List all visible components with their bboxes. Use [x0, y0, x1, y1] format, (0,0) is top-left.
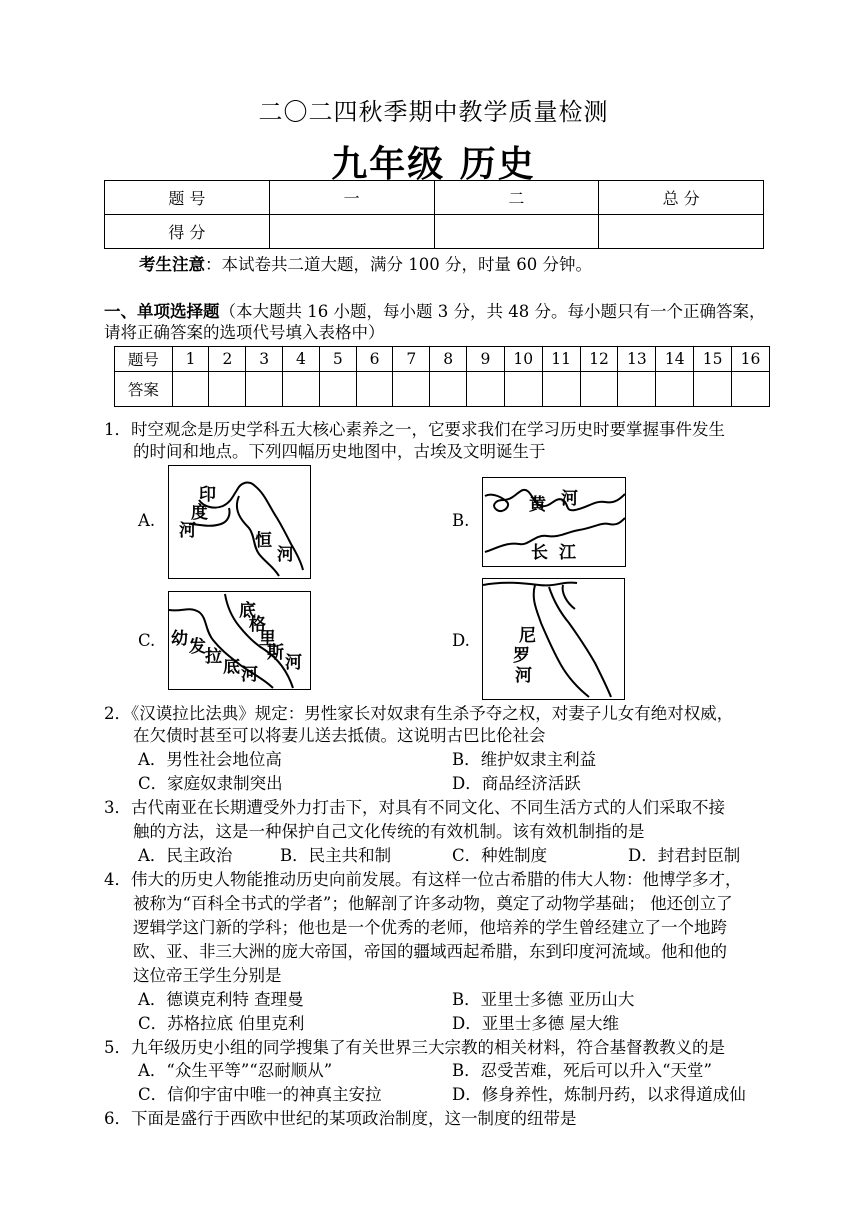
score-header-cell: 二: [434, 181, 599, 215]
q1-stem-2: 的时间和地点。下列四幅历史地图中，古埃及文明诞生于: [133, 442, 546, 461]
exam-subtitle: 二〇二四秋季期中教学质量检测: [258, 98, 609, 126]
answer-row-label: 题号: [115, 347, 173, 372]
map-c-label: 发: [189, 637, 206, 657]
map-b-label: 河: [561, 489, 578, 509]
map-c-label: 斯: [267, 643, 284, 663]
map-d-label: 尼: [519, 626, 536, 646]
question-number-cell: 7: [393, 347, 430, 372]
answer-cell[interactable]: [319, 372, 356, 407]
answer-cell[interactable]: [172, 372, 209, 407]
answer-cell[interactable]: [618, 372, 656, 407]
q4-option-c[interactable]: C．苏格拉底 伯里克利: [138, 1014, 305, 1033]
question-number-cell: 1: [172, 347, 209, 372]
question-number-cell: 12: [580, 347, 618, 372]
map-c-label: 底: [223, 657, 240, 677]
q4-stem-4: 欧、亚、非三大洲的庞大帝国，帝国的疆域西起希腊，东到印度河流域。他和他的: [133, 942, 727, 961]
q5-option-d[interactable]: D．修身养性，炼制丹药，以求得道成仙: [452, 1085, 746, 1104]
map-c-label: 河: [285, 653, 302, 673]
q1-option-c-label[interactable]: C.: [138, 631, 156, 650]
map-a-label: 印: [199, 485, 216, 505]
answer-cell[interactable]: [694, 372, 732, 407]
notice-text: ：本试卷共二道大题，满分 100 分，时量 60 分钟。: [205, 255, 592, 274]
score-input-cell[interactable]: [269, 215, 434, 249]
score-header-cell: 总 分: [599, 181, 764, 215]
section1-heading: 一、单项选择题: [104, 302, 220, 321]
q2-stem-1: 2．《汉谟拉比法典》规定：男性家长对奴隶有生杀予夺之权，对妻子儿女有绝对权威，: [104, 704, 734, 723]
q5-option-b[interactable]: B．忍受苦难，死后可以升入“天堂”: [452, 1061, 712, 1080]
q6-stem-1: 6．下面是盛行于西欧中世纪的某项政治制度，这一制度的纽带是: [104, 1109, 577, 1128]
map-d-rivers: [483, 579, 624, 699]
question-number-cell: 8: [430, 347, 467, 372]
score-input-cell[interactable]: [434, 215, 599, 249]
q4-option-d[interactable]: D．亚里士多德 屋大维: [452, 1014, 619, 1033]
q4-option-b[interactable]: B．亚里士多德 亚历山大: [452, 990, 635, 1009]
q4-stem-2: 被称为“百科全书式的学者”；他解剖了许多动物，奠定了动物学基础； 他还创立了: [133, 894, 733, 913]
q3-option-b[interactable]: B．民主共和制: [280, 846, 392, 865]
q4-option-a[interactable]: A．德谟克利特 查理曼: [138, 990, 304, 1009]
question-number-cell: 14: [656, 347, 694, 372]
q2-option-c[interactable]: C．家庭奴隶制突出: [138, 774, 283, 793]
question-number-cell: 16: [732, 347, 770, 372]
question-number-cell: 15: [694, 347, 732, 372]
answer-cell[interactable]: [467, 372, 505, 407]
answer-cell[interactable]: [430, 372, 467, 407]
question-number-cell: 5: [319, 347, 356, 372]
map-b-yellow-yangtze[interactable]: [482, 477, 626, 567]
question-number-cell: 2: [209, 347, 246, 372]
score-table: [104, 180, 764, 249]
q5-option-a[interactable]: A．“众生平等”“忍耐顺从”: [138, 1061, 333, 1080]
q2-option-a[interactable]: A．男性社会地位高: [138, 750, 282, 769]
map-c-label: 河: [241, 665, 258, 685]
q2-stem-2: 在欠债时甚至可以将妻儿送去抵债。这说明古巴比伦社会: [133, 726, 546, 745]
q2-option-b[interactable]: B．维护奴隶主利益: [452, 750, 597, 769]
map-d-label: 河: [515, 666, 532, 686]
q4-stem-5: 这位帝王学生分别是: [133, 966, 282, 985]
answer-cell[interactable]: [542, 372, 580, 407]
map-a-label: 河: [277, 545, 294, 565]
answer-cell[interactable]: [356, 372, 393, 407]
score-input-cell[interactable]: [599, 215, 764, 249]
map-c-label: 拉: [205, 647, 222, 667]
answer-cell[interactable]: [732, 372, 770, 407]
question-number-cell: 13: [618, 347, 656, 372]
q2-option-d[interactable]: D．商品经济活跃: [452, 774, 581, 793]
map-b-rivers: [483, 478, 625, 566]
map-a-label: 河: [179, 521, 196, 541]
answer-cell[interactable]: [393, 372, 430, 407]
answer-cell[interactable]: [580, 372, 618, 407]
q3-option-c[interactable]: C．种姓制度: [452, 846, 548, 865]
question-number-cell: 9: [467, 347, 505, 372]
q5-stem-1: 5．九年级历史小组的同学搜集了有关世界三大宗教的相关材料，符合基督教教义的是: [104, 1038, 725, 1057]
score-header-cell: 题 号: [105, 181, 270, 215]
notice-label: 考生注意: [139, 255, 205, 274]
exam-title: 九年级 历史: [331, 143, 536, 185]
q1-option-b-label[interactable]: B.: [452, 511, 470, 530]
map-c-mesopotamia[interactable]: [168, 591, 311, 690]
map-b-label: 黄: [529, 495, 546, 515]
map-d-nile[interactable]: [482, 578, 625, 700]
q3-option-d[interactable]: D．封君封臣制: [628, 846, 741, 865]
map-b-label: 长: [531, 543, 548, 563]
map-c-label: 幼: [171, 629, 188, 649]
map-a-label: 恒: [255, 531, 272, 551]
section1-desc-2: 请将正确答案的选项代号填入表格中）: [104, 323, 385, 342]
question-number-cell: 6: [356, 347, 393, 372]
answer-row-label: 答案: [115, 372, 173, 407]
answer-cell[interactable]: [504, 372, 542, 407]
map-c-label: 底: [239, 601, 256, 621]
question-number-cell: 4: [283, 347, 320, 372]
map-c-label: 格: [249, 615, 266, 635]
answer-cell[interactable]: [209, 372, 246, 407]
question-number-cell: 10: [504, 347, 542, 372]
map-c-label: 里: [259, 629, 276, 649]
map-a-label: 度: [191, 503, 208, 523]
answer-cell[interactable]: [656, 372, 694, 407]
q1-option-d-label[interactable]: D.: [452, 631, 470, 650]
q4-stem-1: 4．伟大的历史人物能推动历史向前发展。有这样一位古希腊的伟大人物：他博学多才，: [104, 870, 742, 889]
q3-stem-1: 3．古代南亚在长期遭受外力打击下，对具有不同文化、不同生活方式的人们采取不接: [104, 798, 725, 817]
question-number-cell: 11: [542, 347, 580, 372]
section1-desc-1: （本大题共 16 小题，每小题 3 分，共 48 分。每小题只有一个正确答案，: [219, 302, 766, 321]
map-b-label: 江: [559, 543, 576, 563]
score-row-label: 得 分: [105, 215, 270, 249]
answer-cell[interactable]: [283, 372, 320, 407]
q5-option-c[interactable]: C．信仰宇宙中唯一的神真主安拉: [138, 1085, 382, 1104]
answer-table: [114, 346, 770, 407]
answer-cell[interactable]: [246, 372, 283, 407]
exam-notice: [139, 253, 592, 277]
map-a-ganges[interactable]: [168, 465, 311, 579]
q4-stem-3: 逻辑学这门新的学科；他也是一个优秀的老师，他培养的学生曾经建立了一个地跨: [133, 918, 727, 937]
q1-stem-1: 1．时空观念是历史学科五大核心素养之一，它要求我们在学习历史时要掌握事件发生: [104, 420, 725, 439]
score-header-cell: 一: [269, 181, 434, 215]
q1-option-a-label[interactable]: A.: [138, 511, 156, 530]
q3-stem-2: 触的方法，这是一种保护自己文化传统的有效机制。该有效机制指的是: [133, 822, 645, 841]
q3-option-a[interactable]: A．民主政治: [138, 846, 233, 865]
question-number-cell: 3: [246, 347, 283, 372]
map-d-label: 罗: [513, 646, 530, 666]
